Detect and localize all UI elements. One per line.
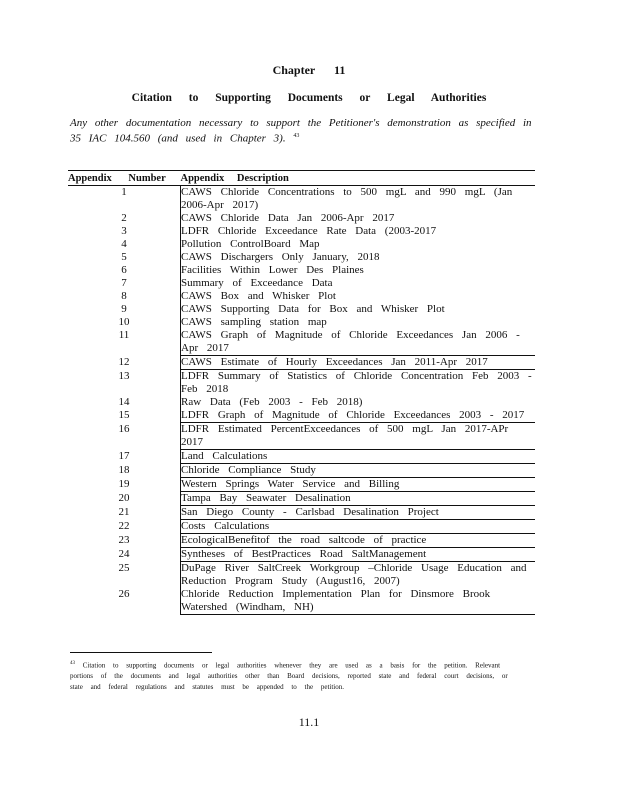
appendix-description: CAWS Chloride Data Jan 2006-Apr 2017 xyxy=(181,212,536,225)
appendix-description: Pollution ControlBoard Map xyxy=(181,238,536,251)
appendix-number: 9 xyxy=(121,303,127,315)
appendix-description: CAWS Estimate of Hourly Exceedances Jan 2011-Apr 2017 xyxy=(181,356,536,370)
table-row xyxy=(68,562,535,589)
header-appendix-number: Appendix Number xyxy=(68,171,181,186)
table-row xyxy=(68,251,535,264)
table-row xyxy=(68,520,535,534)
appendix-description: Tampa Bay Seawater Desalination xyxy=(181,492,536,506)
table-row xyxy=(68,450,535,464)
chapter-heading xyxy=(0,63,618,78)
appendix-description: LDFR Chloride Exceedance Rate Data (2003-2017 xyxy=(181,225,536,238)
chapter-label: Chapter xyxy=(272,63,316,77)
table-row xyxy=(68,356,535,370)
intro-paragraph xyxy=(70,117,532,146)
appendix-number: 1 xyxy=(121,186,127,198)
footnote-mark: 43 xyxy=(70,661,75,666)
appendix-number: 6 xyxy=(121,264,127,276)
table-row xyxy=(68,225,535,238)
appendix-table-body xyxy=(68,186,535,615)
appendix-description: Chloride Reduction Implementation Plan for Dinsmore Brook Watershed (Windham, NH) xyxy=(181,588,536,615)
appendix-description: EcologicalBenefitof the road saltcode of practice xyxy=(181,534,536,548)
footnote xyxy=(70,658,528,693)
table-row xyxy=(68,464,535,478)
appendix-number: 19 xyxy=(118,477,130,490)
page-number: 11.1 xyxy=(298,715,320,729)
appendix-description: Facilities Within Lower Des Plaines xyxy=(181,264,536,277)
appendix-description: Costs Calculations xyxy=(181,520,536,534)
appendix-number: 7 xyxy=(121,277,127,289)
appendix-description: CAWS Chloride Concentrations to 500 mgL and 990 mgL (Jan 2006-Apr 2017) xyxy=(181,186,536,213)
appendix-description: CAWS Box and Whisker Plot xyxy=(181,290,536,303)
appendix-number: 18 xyxy=(118,463,130,476)
table-row xyxy=(68,409,535,423)
appendix-number: 11 xyxy=(118,329,130,341)
appendix-number: 4 xyxy=(121,238,127,250)
appendix-description: Chloride Compliance Study xyxy=(181,464,536,478)
appendix-description: San Diego County - Carlsbad Desalination Project xyxy=(181,506,536,520)
appendix-number: 2 xyxy=(121,212,127,224)
appendix-number: 14 xyxy=(118,396,130,408)
appendix-number: 25 xyxy=(118,561,130,574)
page-title: Citation to Supporting Documents or Legal Authorities xyxy=(131,92,487,104)
table-row xyxy=(68,290,535,303)
appendix-number: 15 xyxy=(118,409,130,421)
appendix-number: 23 xyxy=(118,533,130,546)
table-row xyxy=(68,186,535,213)
appendix-description: LDFR Summary of Statistics of Chloride Concentration Feb 2003 - Feb 2018 xyxy=(181,370,536,397)
appendix-number: 8 xyxy=(121,290,127,302)
table-row xyxy=(68,548,535,562)
table-header-row xyxy=(68,171,535,186)
table-row xyxy=(68,238,535,251)
table-row xyxy=(68,212,535,225)
table-row xyxy=(68,329,535,356)
appendix-description: Land Calculations xyxy=(181,450,536,464)
table-row xyxy=(68,534,535,548)
appendix-number: 3 xyxy=(121,225,127,237)
footnote-divider xyxy=(70,652,212,653)
table-row xyxy=(68,277,535,290)
appendix-description: CAWS Graph of Magnitude of Chloride Exceedances Jan 2006 - Apr 2017 xyxy=(181,329,536,356)
appendix-number: 24 xyxy=(118,547,130,560)
appendix-description: LDFR Estimated PercentExceedances of 500 mgL Jan 2017-APr 2017 xyxy=(181,423,536,450)
table-row xyxy=(68,370,535,397)
appendix-description: DuPage River SaltCreek Workgroup –Chloride Usage Education and Reduction Program Study (August16, 2007) xyxy=(181,562,536,589)
header-appendix-description: Appendix Description xyxy=(181,171,536,186)
appendix-number: 20 xyxy=(118,491,130,504)
appendix-description: Syntheses of BestPractices Road SaltManagement xyxy=(181,548,536,562)
appendix-number: 21 xyxy=(118,505,130,518)
appendix-description: CAWS Supporting Data for Box and Whisker Plot xyxy=(181,303,536,316)
table-row xyxy=(68,316,535,329)
appendix-number: 22 xyxy=(118,519,130,532)
table-row xyxy=(68,478,535,492)
appendix-description: Summary of Exceedance Data xyxy=(181,277,536,290)
appendix-description: CAWS sampling station map xyxy=(181,316,536,329)
appendix-description: Western Springs Water Service and Billing xyxy=(181,478,536,492)
appendix-description: Raw Data (Feb 2003 - Feb 2018) xyxy=(181,396,536,409)
appendix-number: 5 xyxy=(121,251,127,263)
table-row xyxy=(68,588,535,615)
table-row xyxy=(68,303,535,316)
intro-text: Any other documentation necessary to support the Petitioner's demonstration as specified in 35 IAC 104.560 (and used in Chapter 3). xyxy=(70,117,532,145)
appendix-number: 16 xyxy=(118,422,130,435)
appendix-description: CAWS Dischargers Only January, 2018 xyxy=(181,251,536,264)
appendix-description: LDFR Graph of Magnitude of Chloride Exceedances 2003 - 2017 xyxy=(181,409,536,423)
table-row xyxy=(68,506,535,520)
appendix-number: 26 xyxy=(118,588,130,600)
footnote-reference: 43 xyxy=(293,133,300,139)
table-row xyxy=(68,492,535,506)
appendix-number: 10 xyxy=(118,316,130,328)
appendix-table xyxy=(68,170,535,615)
appendix-number: 13 xyxy=(118,369,130,382)
chapter-number: 11 xyxy=(334,63,346,77)
table-row xyxy=(68,423,535,450)
appendix-number: 17 xyxy=(118,449,130,462)
table-row xyxy=(68,396,535,409)
appendix-number: 12 xyxy=(118,355,130,368)
footnote-text: Citation to supporting documents or legal authorities whenever they are used as a basis for the petition. Relevant portions of the documents and legal authorities other than Board decisions, reported state and federal court decisions, or state and federal regulations and statutes must be appended to the petition. xyxy=(70,661,508,692)
table-row xyxy=(68,264,535,277)
